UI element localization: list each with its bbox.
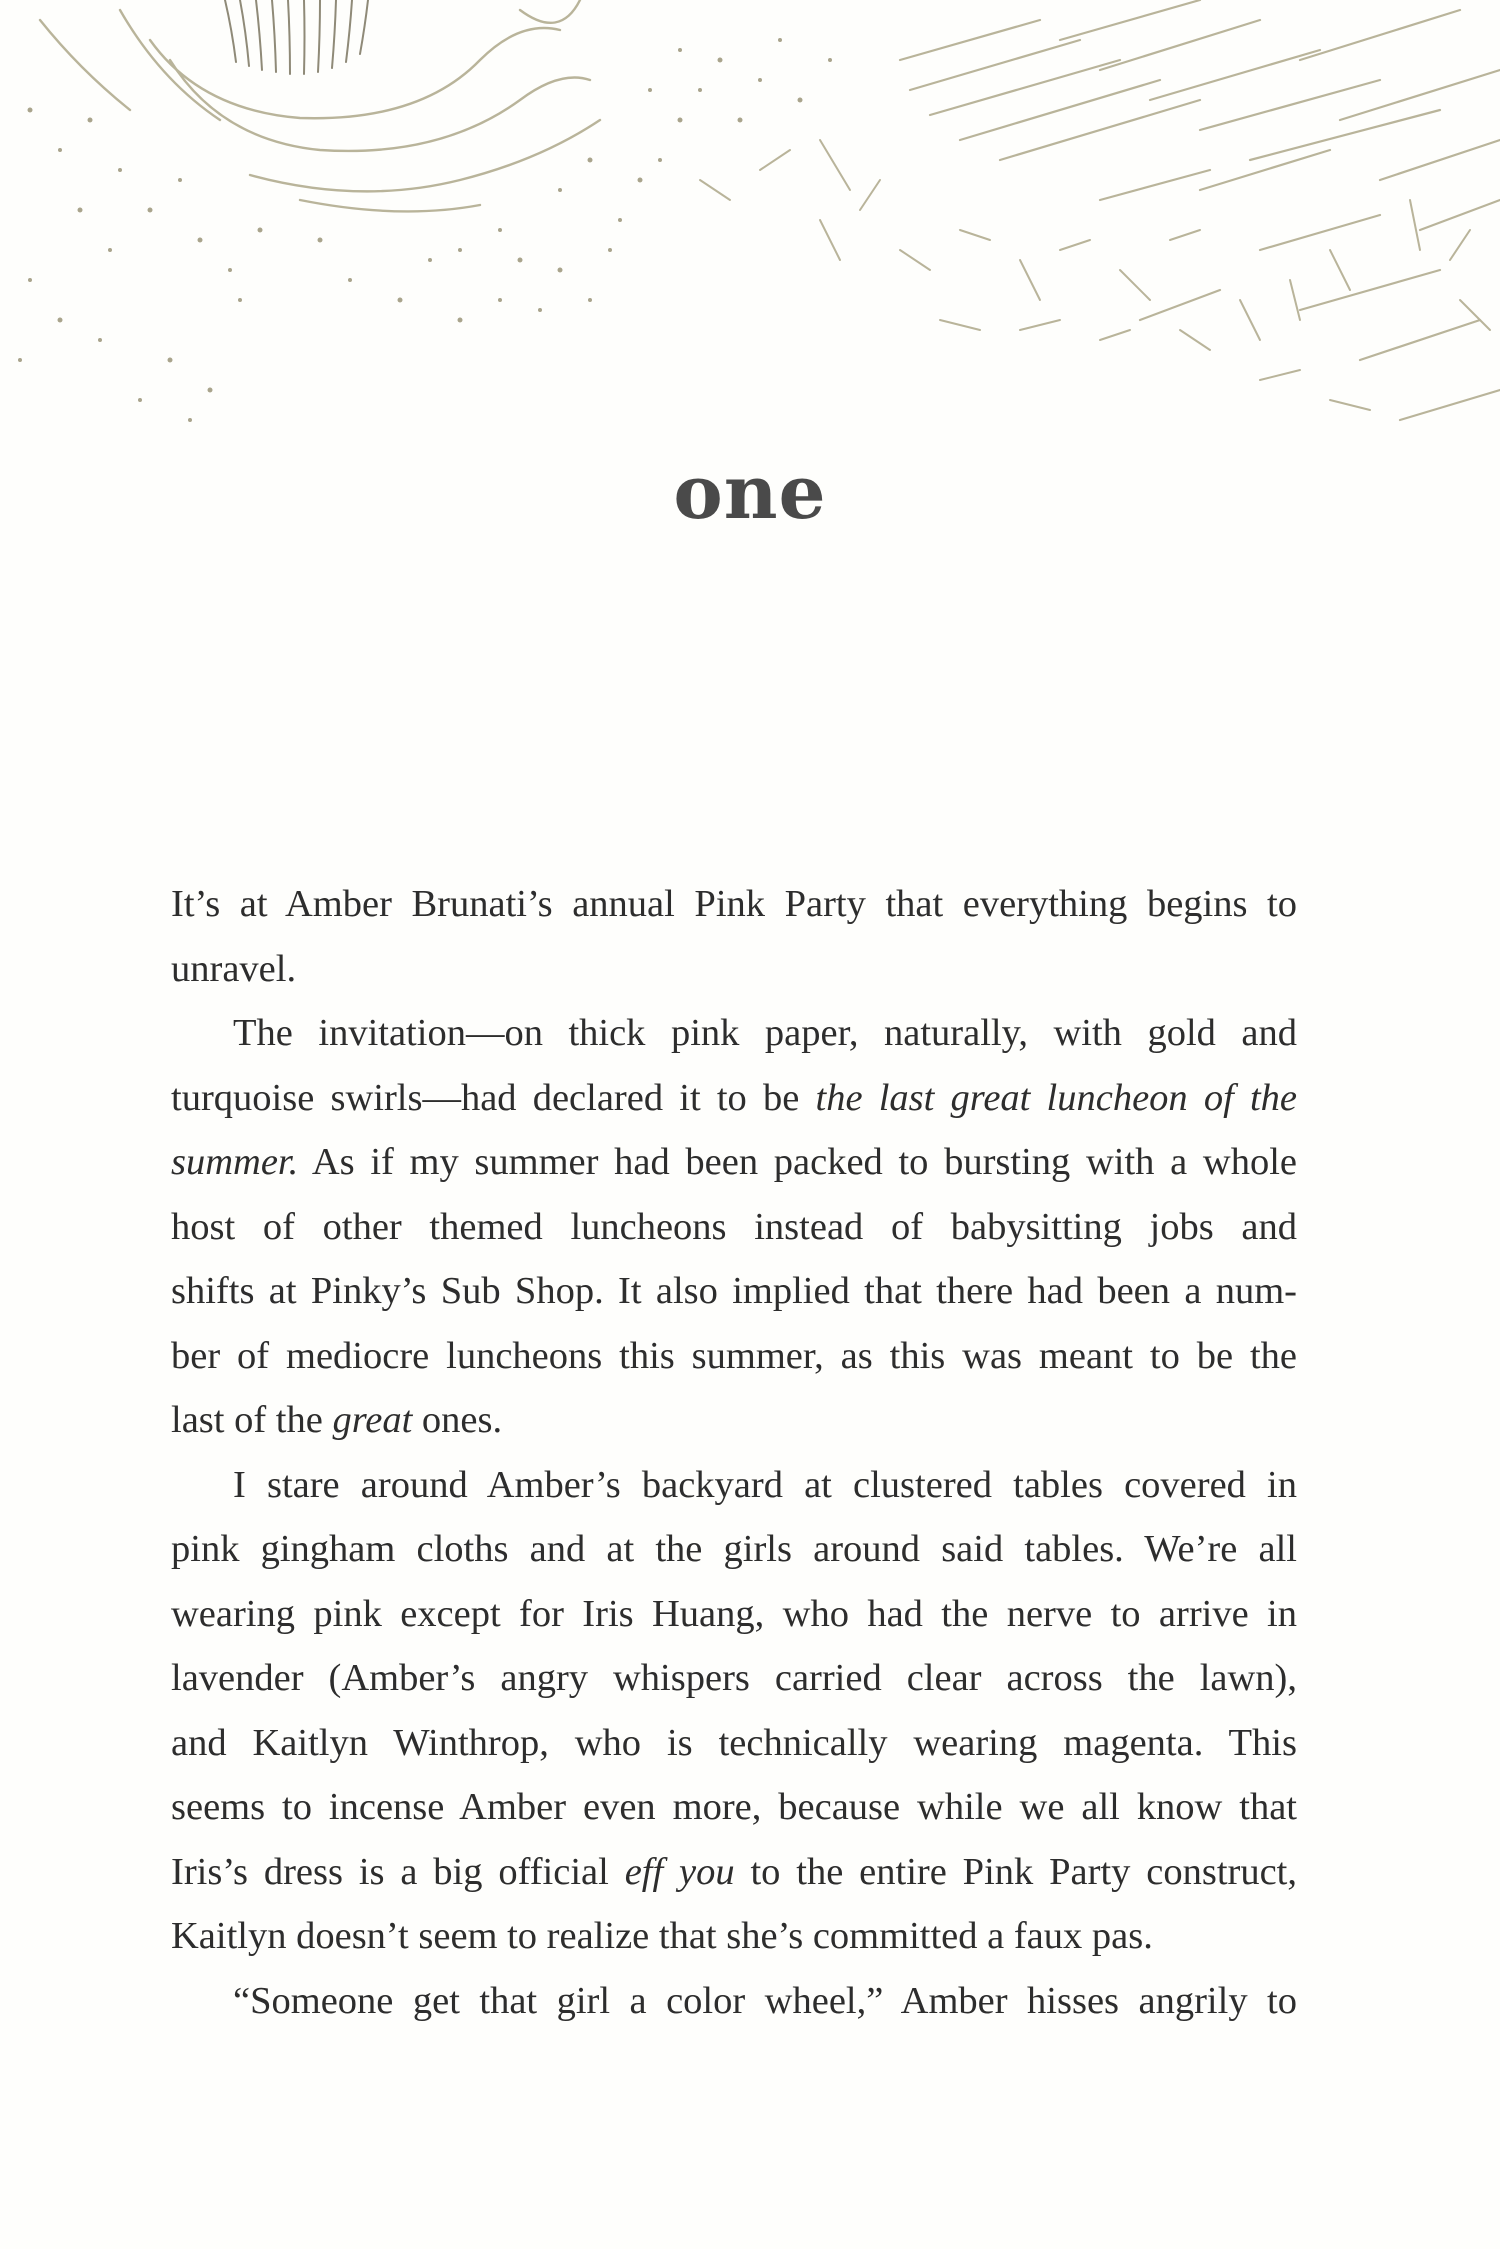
text-line: Kaitlyn doesn’t seem to realize that she’s committed a faux pas. [171,1915,1153,1957]
text-line: and Kaitlyn Winthrop, who is technically wearing magenta. This [171,1721,1297,1764]
text-line: ber of mediocre luncheons this summer, as this was meant to be the [171,1334,1297,1377]
text-line: shifts at Pinky’s Sub Shop. It also implied that there had been a num- [171,1270,1297,1312]
chapter-body [171,872,1297,2033]
text-line: I stare around Amber’s backyard at clustered tables covered in [233,1463,1297,1506]
text-line: lavender (Amber’s angry whispers carried clear across the lawn), [171,1657,1297,1699]
text-line: The invitation—on thick pink paper, naturally, with gold and [233,1012,1297,1054]
text-line: seems to incense Amber even more, because while we all know that [171,1786,1297,1828]
text-line [171,1066,1297,1131]
engraved-swirl-ornament-icon [0,0,1500,470]
text-line: It’s at Amber Brunati’s annual Pink Party that everything begins to [171,883,1297,925]
paragraph-2 [171,1001,1297,1453]
text-span: ones. [412,1399,503,1441]
italic-phrase: eff you [624,1850,735,1893]
text-line: pink gingham cloths and at the girls around said tables. We’re all [171,1528,1297,1570]
text-span: As if my summer had been packed to bursting with a whole [298,1141,1297,1183]
text-span: turquoise swirls—had declared it to be [171,1076,816,1119]
text-line: host of other themed luncheons instead of babysitting jobs and [171,1205,1297,1248]
chapter-title: one [673,450,827,536]
paragraph-1 [171,872,1297,1001]
text-line: wearing pink except for Iris Huang, who had the nerve to arrive in [171,1592,1297,1635]
italic-phrase: great [332,1399,413,1441]
text-span: last of the [171,1399,333,1441]
text-span: Iris’s dress is a big official [171,1850,625,1893]
text-span: to the entire Pink Party construct, [734,1850,1297,1893]
text-line: unravel. [171,947,297,990]
text-line [171,1130,1297,1195]
paragraph-3 [171,1453,1297,1969]
text-line [171,1388,1297,1453]
text-line [171,1840,1297,1905]
italic-phrase: the last great luncheon of the [815,1076,1298,1119]
paragraph-4 [171,1969,1297,2034]
text-line: “Someone get that girl a color wheel,” Amber hisses angrily to [233,1979,1297,2022]
italic-phrase: summer. [171,1141,299,1183]
